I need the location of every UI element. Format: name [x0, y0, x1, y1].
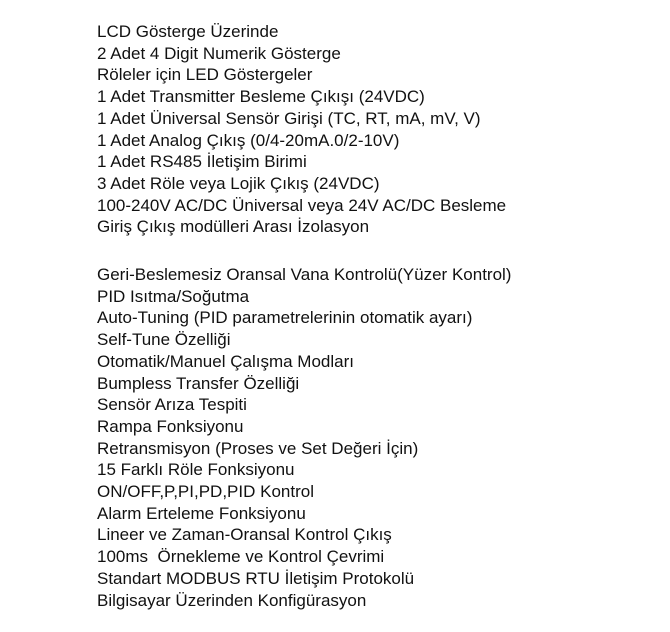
list-item: Standart MODBUS RTU İletişim Protokolü — [97, 568, 415, 588]
list-item: 1 Adet Analog Çıkış (0/4-20mA.0/2-10V) — [97, 130, 400, 150]
list-item: Retransmisyon (Proses ve Set Değeri İçin) — [97, 438, 419, 458]
list-item: Alarm Erteleme Fonksiyonu — [97, 503, 306, 523]
list-item: 100ms Örnekleme ve Kontrol Çevrimi — [97, 547, 385, 567]
list-item: PID Isıtma/Soğutma — [97, 286, 250, 306]
software-feature-list — [97, 264, 511, 611]
list-item: LCD Gösterge Üzerinde — [97, 22, 279, 41]
list-item: 15 Farklı Röle Fonksiyonu — [97, 460, 295, 480]
list-item: ON/OFF,P,PI,PD,PID Kontrol — [97, 482, 314, 502]
list-item: Giriş Çıkış modülleri Arası İzolasyon — [97, 217, 370, 237]
list-item: 100-240V AC/DC Üniversal veya 24V AC/DC Besleme — [97, 195, 507, 215]
list-item: 1 Adet RS485 İletişim Birimi — [97, 152, 307, 172]
list-item: Geri-Beslemesiz Oransal Vana Kontrolü(Yüzer Kontrol) — [97, 265, 512, 284]
list-item: Auto-Tuning (PID parametrelerinin otomatik ayarı) — [97, 308, 473, 328]
list-item: Otomatik/Manuel Çalışma Modları — [97, 351, 354, 371]
list-item: 1 Adet Üniversal Sensör Girişi (TC, RT, mA, mV, V) — [97, 108, 481, 128]
list-item: Self-Tune Özelliği — [97, 330, 231, 350]
list-item: Sensör Arıza Tespiti — [97, 395, 247, 415]
list-item: Rampa Fonksiyonu — [97, 416, 244, 436]
list-item: 2 Adet 4 Digit Numerik Gösterge — [97, 43, 341, 63]
list-item: Bumpless Transfer Özelliği — [97, 373, 300, 393]
list-item: 3 Adet Röle veya Lojik Çıkış (24VDC) — [97, 173, 380, 193]
list-item: Lineer ve Zaman-Oransal Kontrol Çıkış — [97, 525, 392, 545]
list-item: Bilgisayar Üzerinden Konfigürasyon — [97, 590, 367, 610]
list-item: Röleler için LED Göstergeler — [97, 65, 313, 85]
hardware-feature-list — [97, 21, 506, 238]
list-item: 1 Adet Transmitter Besleme Çıkışı (24VDC) — [97, 87, 425, 107]
